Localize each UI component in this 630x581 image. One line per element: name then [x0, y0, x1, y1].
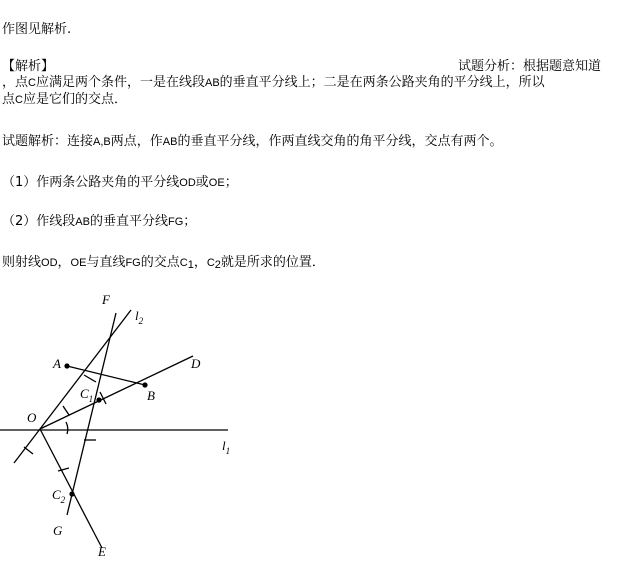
perp-bisector-fg: [67, 313, 116, 515]
tick-mark: [63, 406, 69, 415]
label-l2: $l_2$: [135, 308, 144, 326]
label-c2: $C_2$: [52, 487, 66, 505]
label-d: D: [191, 356, 201, 371]
label-l1: $l_1$: [222, 438, 231, 456]
bisector-oe: [40, 429, 102, 548]
tick-mark: [24, 447, 33, 454]
point-c1: [96, 397, 101, 402]
label-a: A: [53, 356, 61, 371]
label-e: E: [98, 544, 106, 559]
label-f: F: [102, 292, 110, 307]
tick-mark: [84, 375, 96, 382]
analysis-line-2: 点C应是它们的交点．: [2, 92, 127, 107]
answer-intro: 作图见解析.: [2, 22, 72, 37]
conclusion-line: 则射线OD，OE与直线FG的交点$C_1$，$C_2$就是所求的位置．: [2, 255, 325, 271]
label-g: G: [53, 523, 63, 538]
label-o: O: [27, 410, 37, 425]
analysis-line-1: ，点C应满足两个条件，一是在线段AB的垂直平分线上；二是在两条公路夹角的平分线上，所以: [2, 75, 545, 90]
point-c2: [69, 491, 74, 496]
tick-mark: [58, 468, 69, 471]
label-c1: $C_1$: [80, 386, 94, 404]
step-1: （1）作两条公路夹角的平分线OD或OE；: [2, 175, 238, 190]
label-b: B: [147, 388, 155, 403]
jiexi-label: 【解析】: [2, 59, 55, 74]
arc-mark: [66, 422, 68, 434]
bisector-od: [40, 356, 193, 429]
segment-ab: [67, 366, 145, 385]
step-2: （2）作线段AB的垂直平分线FG；: [2, 214, 197, 229]
point-a: [64, 363, 69, 368]
solution-line: 试题解析：连接A,B两点，作AB的垂直平分线，作两直线交角的角平分线，交点有两个。: [2, 134, 503, 149]
point-b: [142, 382, 147, 387]
road-l2: [14, 310, 131, 463]
analysis-label: 试题分析：根据题意知道: [458, 59, 602, 74]
